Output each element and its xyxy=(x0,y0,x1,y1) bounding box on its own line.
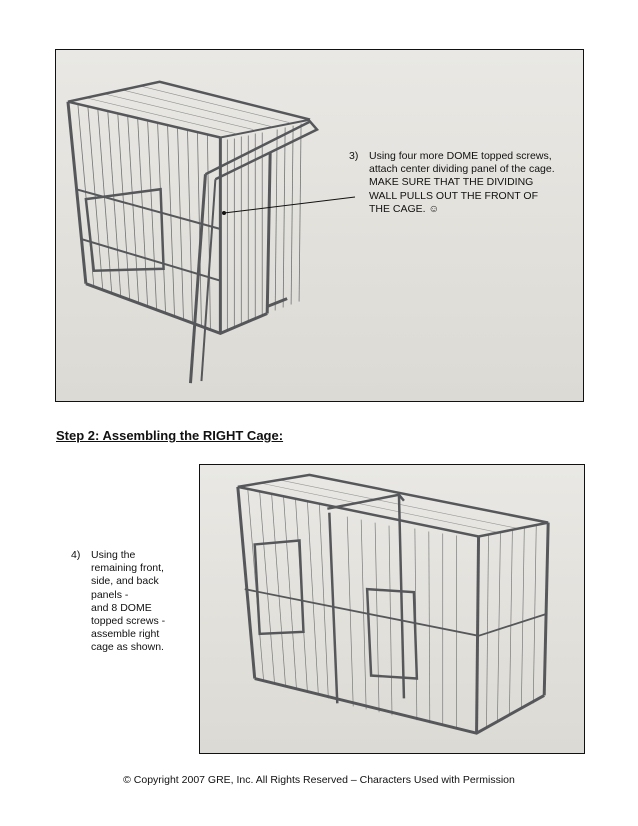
step3-line: MAKE SURE THAT THE DIVIDING xyxy=(369,176,534,189)
step3-line: THE CAGE. ☺ xyxy=(369,202,440,215)
step3-line: Using four more DOME topped screws, xyxy=(369,150,552,162)
step4-line: cage as shown. xyxy=(91,641,164,654)
step3-note xyxy=(349,150,579,216)
step4-line: remaining front, xyxy=(91,562,164,575)
step3-line: attach center dividing panel of the cage. xyxy=(369,163,555,176)
step4-line: panels - xyxy=(91,588,129,601)
cage-photo-with-dividing-panel xyxy=(55,49,584,402)
cage-illustration xyxy=(56,50,583,401)
copyright-footer: © Copyright 2007 GRE, Inc. All Rights Reserved – Characters Used with Permission xyxy=(123,774,515,786)
assembled-double-cage-photo xyxy=(199,464,585,754)
step3-line: WALL PULLS OUT THE FRONT OF xyxy=(369,189,539,202)
step4-number: 4) xyxy=(71,549,81,561)
step4-line: assemble right xyxy=(91,628,160,641)
step4-line: side, and back xyxy=(91,575,159,588)
step4-line: Using the xyxy=(91,549,136,561)
double-cage-illustration xyxy=(200,465,584,753)
step4-note xyxy=(71,549,196,655)
step4-line: topped screws - xyxy=(91,615,166,628)
step3-number: 3) xyxy=(349,150,359,162)
step-heading: Step 2: Assembling the RIGHT Cage: xyxy=(56,428,284,443)
step4-line: and 8 DOME xyxy=(91,601,152,614)
